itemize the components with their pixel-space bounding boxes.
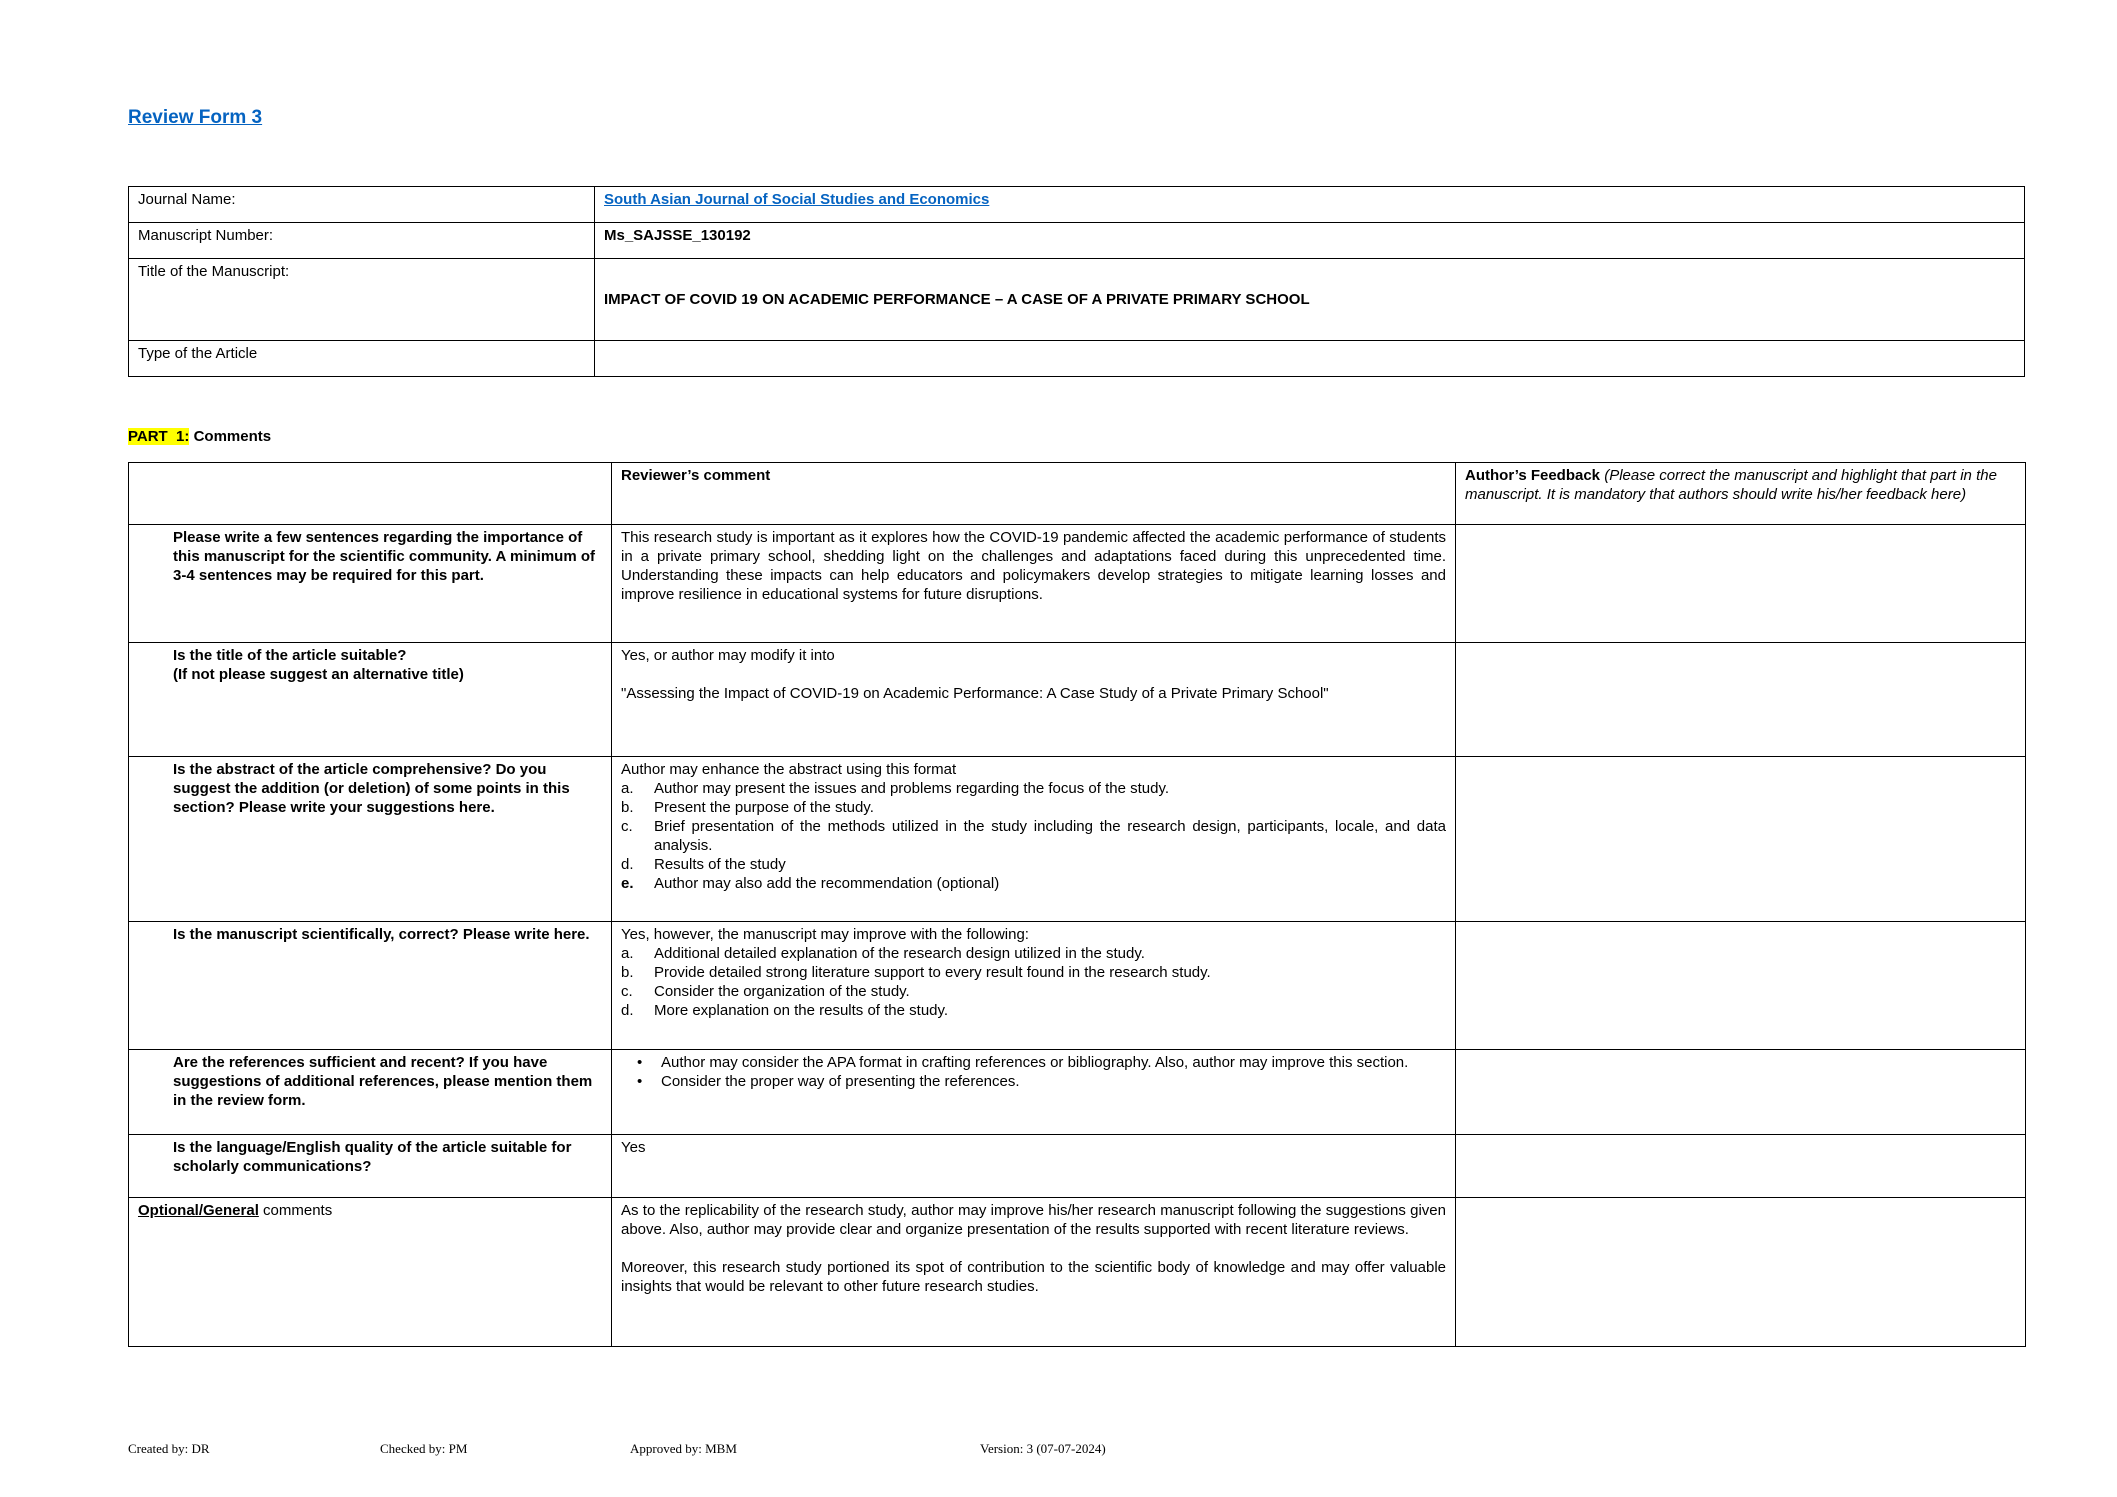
table-row-scientifically-correct [129,922,2026,1050]
question-text: Are the references sufficient and recent? If you have suggestions of additional references, please mention them in the review form. [173,1054,593,1109]
question-column-header-cell [129,463,612,525]
list-marker: c. [621,818,633,835]
author-feedback-cell[interactable] [1456,757,2026,922]
list-marker: c. [621,983,633,1000]
list-item [621,963,1446,982]
comments-table [128,462,2026,1347]
reviewer-comment-intro: Yes, however, the manuscript may improve with the following: [621,926,1029,943]
author-feedback-cell[interactable] [1456,1050,2026,1135]
list-item [621,817,1446,855]
reviewer-comment-cell [612,1135,1456,1198]
list-item [621,982,1446,1001]
author-feedback-cell[interactable] [1456,643,2026,757]
list-item-text: More explanation on the results of the study. [654,1002,949,1019]
list-item-text: Author may also add the recommendation (optional) [654,875,1000,892]
author-feedback-column-header-cell [1456,463,2026,525]
article-type-label: Type of the Article [138,345,258,362]
author-feedback-column-header: Author’s Feedback [1465,467,1601,484]
author-feedback-cell[interactable] [1456,1198,2026,1347]
table-row-optional-comments [129,1198,2026,1347]
question-text: Is the abstract of the article comprehensive? Do you suggest the addition (or deletion) of some points in this section? Please write your suggestions here. [173,761,570,816]
reviewer-comment-column-header: Reviewer’s comment [621,467,771,484]
question-text-line1: Is the title of the article suitable? [173,647,407,664]
reviewer-comment-cell [612,643,1456,757]
reviewer-comment-text: Yes [621,1139,646,1156]
reviewer-comment-cell [612,525,1456,643]
article-type-value-cell[interactable] [595,341,2025,377]
list-item [621,779,1446,798]
reviewer-comment-cell [612,1198,1456,1347]
list-marker: b. [621,964,634,981]
reviewer-comment-intro: Author may enhance the abstract using this format [621,761,957,778]
list-item [621,1001,1446,1020]
journal-name-label-cell [129,187,595,223]
list-item [621,855,1446,874]
manuscript-number-label-cell [129,223,595,259]
table-row-importance [129,525,2026,643]
bullet-item-text: Author may consider the APA format in crafting references or bibliography. Also, author may improve this section. [661,1054,1409,1071]
manuscript-number-value-cell [595,223,2025,259]
reviewer-comment-cell [612,1050,1456,1135]
reviewer-comment-paragraph: Yes, or author may modify it into [621,647,835,664]
question-cell [129,1050,612,1135]
part1-heading-label: Comments [189,428,272,445]
list-item-text: Consider the organization of the study. [654,983,910,1000]
question-text-line2: (If not please suggest an alternative title) [173,666,464,683]
reviewer-comment-cell [612,757,1456,922]
footer-created-by: Created by: DR [128,1441,210,1456]
comments-header-row [129,463,2026,525]
question-cell [129,1198,612,1347]
question-cell [129,757,612,922]
footer-approved-by: Approved by: MBM [630,1441,737,1456]
list-item-text: Brief presentation of the methods utilized in the study including the research design, participants, locale, and data analysis. [654,818,1446,854]
list-item-text: Results of the study [654,856,786,873]
author-feedback-cell[interactable] [1456,525,2026,643]
list-marker: d. [621,1002,634,1019]
bullet-icon: • [637,1054,643,1071]
manuscript-title-label: Title of the Manuscript: [138,263,290,280]
reviewer-comment-paragraph: Moreover, this research study portioned its spot of contribution to the scientific body of knowledge and may offer valuable insights that would be relevant to other future research studies. [621,1259,1446,1295]
list-item-text: Author may present the issues and problems regarding the focus of the study. [654,780,1170,797]
bullet-icon: • [637,1073,643,1090]
table-row-title-suitable [129,643,2026,757]
author-feedback-cell[interactable] [1456,922,2026,1050]
article-type-label-cell [129,341,595,377]
manuscript-title-value: IMPACT OF COVID 19 ON ACADEMIC PERFORMANCE – A CASE OF A PRIVATE PRIMARY SCHOOL [604,291,1310,308]
part1-badge: PART 1: [128,428,190,445]
author-feedback-instructions: (Please correct the manuscript and highlight that part in the manuscript. It is mandatory that authors should write his/her feedback here) [1465,467,1997,503]
list-item [621,874,1446,893]
footer-version: Version: 3 (07-07-2024) [980,1441,1106,1456]
manuscript-number-value: Ms_SAJSSE_130192 [604,227,751,244]
manuscript-meta-table [128,186,2025,377]
journal-name-label: Journal Name: [138,191,236,208]
list-marker: b. [621,799,634,816]
list-item-text: Additional detailed explanation of the research design utilized in the study. [654,945,1145,962]
meta-row-article-type [129,341,2025,377]
question-cell [129,643,612,757]
manuscript-number-label: Manuscript Number: [138,227,274,244]
question-text: Is the language/English quality of the article suitable for scholarly communications? [173,1139,572,1175]
question-text: Please write a few sentences regarding the importance of this manuscript for the scientific community. A minimum of 3-4 sentences may be required for this part. [173,529,595,584]
list-item-text: Present the purpose of the study. [654,799,874,816]
reviewer-comment-paragraph: "Assessing the Impact of COVID-19 on Academic Performance: A Case Study of a Private Primary School" [621,685,1329,702]
question-text: Is the manuscript scientifically, correct? Please write here. [173,926,590,943]
list-marker: e. [621,875,634,892]
reviewer-comment-text: This research study is important as it explores how the COVID-19 pandemic affected the academic performance of students in a private primary school, shedding light on the challenges and adaptations faced during this unprecedented time. Understanding these impacts can help educators and policymakers develop strategies to mitigate learning losses and improve resilience in educational systems for future disruptions. [621,529,1446,603]
meta-row-manuscript-number [129,223,2025,259]
meta-row-manuscript-title [129,259,2025,341]
reviewer-comment-cell [612,922,1456,1050]
bullet-item-text: Consider the proper way of presenting the references. [661,1073,1020,1090]
bullet-item [621,1072,1446,1091]
optional-comments-label: comments [258,1202,333,1219]
manuscript-title-value-cell [595,259,2025,341]
optional-general-label: Optional/General [138,1202,259,1219]
list-marker: d. [621,856,634,873]
table-row-abstract [129,757,2026,922]
question-cell [129,1135,612,1198]
list-item-text: Provide detailed strong literature support to every result found in the research study. [654,964,1211,981]
table-row-language-quality [129,1135,2026,1198]
bullet-item [621,1053,1446,1072]
question-cell [129,525,612,643]
manuscript-title-label-cell [129,259,595,341]
list-marker: a. [621,780,634,797]
part1-heading [128,427,2025,446]
reviewer-comment-column-header-cell [612,463,1456,525]
journal-name-link[interactable]: South Asian Journal of Social Studies and Economics [604,191,990,208]
list-marker: a. [621,945,634,962]
list-item [621,798,1446,817]
author-feedback-cell[interactable] [1456,1135,2026,1198]
reviewer-comment-paragraph: As to the replicability of the research study, author may improve his/her research manuscript following the suggestions given above. Also, author may provide clear and organize presentation of the results supported with recent literature reviews. [621,1202,1446,1238]
review-form-title-link[interactable]: Review Form 3 [128,107,263,128]
question-cell [129,922,612,1050]
table-row-references [129,1050,2026,1135]
journal-name-value-cell [595,187,2025,223]
list-item [621,944,1446,963]
meta-row-journal [129,187,2025,223]
footer-checked-by: Checked by: PM [380,1441,468,1456]
